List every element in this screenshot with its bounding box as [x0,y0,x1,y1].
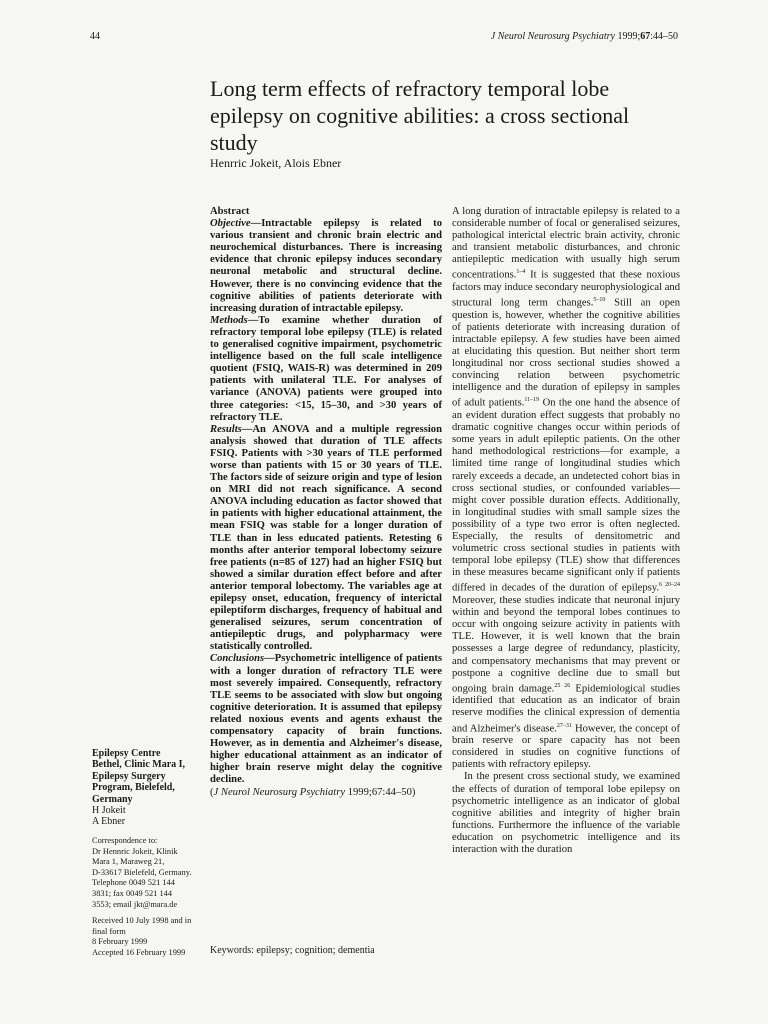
results-label: Results [210,423,242,435]
body-text: A long duration of intractable epilepsy is related to a considerable number of focal or generalised seizures, pathological interictal electric brain activity, chronic and transient metabolic disturbances, and chronic antiepileptic medication with usually high serum concentrations. [452,206,680,281]
body-paragraph: In the present cross sectional study, we examined the effects of duration of temporal lobe epilepsy on psychometric intelligence as an indicator of global cognitive abilities and integrity of higher brain functions. Furthermore the influence of the variable education on psychometric intelligence and its interaction with the duration [452,771,680,855]
abstract-methods [210,315,442,424]
affiliation-author: A Ebner [92,816,126,828]
reference: 5–10 [593,297,606,304]
authors: Henrric Jokeit, Alois Ebner [210,156,342,170]
abstract [210,206,442,799]
objective-label: Objective [210,218,251,230]
conclusions-text: —Psychometric intelligence of patients with a longer duration of refractory TLE were most severely impaired. Consequently, refractory TLE seems to be associated with slow but ongoing cognitive deterioration. It is assumed that epilepsy related noxious events and agents exhaust the compensatory capacity of brain functions. However, as in dementia and Alzheimer's disease, higher educational attainment as an indicator of higher brain reserve might delay the cognitive decline. [210,653,442,786]
abstract-results [210,424,442,654]
received-line: final form [92,926,126,936]
citation-journal: J Neurol Neurosurg Psychiatry [213,786,346,798]
received-line: Received 10 July 1998 and in [92,916,192,925]
correspondence-line: Mara 1, Maraweg 21, [92,857,165,867]
affiliation [92,748,204,828]
citation-rest: 1999;67:44–50) [345,786,416,798]
affiliation-line: Bethel, Clinic Mara I, [92,759,186,771]
abstract-objective [210,218,442,315]
journal-name: J Neurol Neurosurg Psychiatry [490,31,615,42]
body-paragraph [452,206,680,771]
page-number: 44 [90,31,100,42]
correspondence-line: Telephone 0049 521 144 [92,878,175,888]
affiliation-line: Epilepsy Surgery [92,770,166,782]
article-title: Long term effects of refractory temporal lobe epilepsy on cognitive abilities: a cross sectional study [210,75,630,155]
journal-volume: 67 [640,31,651,42]
main-text [452,206,680,856]
received-line: 8 February 1999 [92,937,148,947]
correspondence [92,836,204,910]
affiliation-line: Germany [92,793,133,805]
body-text: Epidemiological studies identified that education as an indicator of brain reserve modifies the clinical expression of dementia and Alzheimer's disease. [452,683,680,735]
body-text: It is suggested that these noxious factors may induce secondary neurophysiological and structural long term changes. [452,270,680,309]
affiliation-author: H Jokeit [92,805,126,817]
correspondence-line: Correspondence to: [92,836,158,845]
correspondence-line: 3831; fax 0049 521 144 [92,888,173,898]
correspondence-line: Dr Hennric Jokeit, Klinik [92,846,178,856]
body-text: Moreover, these studies indicate that neuronal injury within and beyond the temporal lobes continues to occur with ongoing seizure activity in patients with TLE. However, it is well known that the brain possesses a large degree of redundancy, plasticity, and compensatory mechanisms that may prevent or postpone a cognitive decline due to small but ongoing brain damage. [452,595,680,695]
correspondence-line: D-33617 Bielefeld, Germany. [92,867,192,877]
objective-text: —Intractable epilepsy is related to various transient and chronic brain electric and neurochemical disturbances. There is increasing evidence that chronic epilepsy induces secondary neuronal metabolic and structural decline. However, there is no convincing evidence that the cognitive abilities of patients deteriorate with increasing duration of intractable epilepsy. [210,218,442,314]
keywords: Keywords: epilepsy; cognition; dementia [210,945,375,956]
methods-label: Methods [210,314,248,326]
journal-header [491,31,678,42]
body-text: However, the concept of brain reserve or spare capacity has not been considered in studies on cognitive functions of patients with refractory epilepsy. [452,723,680,771]
reference: 27–31 [556,722,572,729]
abstract-citation: (J Neurol Neurosurg Psychiatry 1999;67:44–50) [210,786,416,798]
journal-year: 1999; [614,31,641,42]
affiliation-line: Program, Bielefeld, [92,782,175,794]
reference: 25 26 [554,682,571,689]
received-line: Accepted 16 February 1999 [92,947,186,957]
affiliation-line: Epilepsy Centre [92,748,161,759]
body-text: Still an open question is, however, whether the cognitive abilities of patients deteriorate with increasing duration of intractable epilepsy. A few studies have been aimed at elucidating this question. But neither short term longitudinal nor cross sectional studies showed a convincing relation between psychometric intelligence and the duration of epilepsy in samples of adult patients. [452,297,681,409]
body-text: On the one hand the absence of an evident duration effect suggests that probably no dramatic cognitive changes occur within periods of some years in adult epileptic patients. On the other hand methodological restrictions—for example, a limited time range of longitudinal studies which rarely exceeds a decade, an undetected cohort bias in cross sectional studies, or confounded variables—might cover possible duration effects. Additionally, in longitudinal studies with small sample sizes the possibility of a type two error is often neglected. Especially, the results of densitometric and volumetric cross sectional studies in patients with temporal lobe epilepsy (TLE) show that differences in these measures became significant only if patients differed in decades of the duration of epilepsy. [452,398,681,594]
reference: 11–19 [524,397,540,404]
journal-pages: :44–50 [650,31,678,42]
correspondence-line: 3553; email jkt@mara.de [92,899,178,909]
results-text: —An ANOVA and a multiple regression analysis showed that duration of TLE affects FSIQ. Patients with >30 years of TLE performed worse than patients with 15 or 30 years of TLE. The factors side of seizure origin and type of lesion on MRI did not reach significance. A second ANOVA including education as factor showed that in patients with higher educational attainment, the mean FSIQ was stable for a longer duration of TLE than in less educated patients. Retesting 6 months after anterior temporal lobectomy seizure free patients (n=85 of 127) had an higher FSIQ but showed a similar duration effect before and after anterior temporal lobectomy. The variables age at epilepsy onset, education, frequency of interictal epileptiform discharges, frequency of habitual and generalised seizures, serum concentration of antiepileptic drugs, and polypharmacy were statistically controlled. [210,423,442,653]
abstract-conclusions [210,653,442,786]
reference: 6 20–24 [659,582,681,589]
conclusions-label: Conclusions [210,653,265,665]
methods-text: —To examine whether duration of refractory temporal lobe epilepsy (TLE) is related to generalised cognitive impairment, psychometric intelligence based on the full scale intelligence quotient (FSIQ, WAIS-R) was determined in 209 patients with unilateral TLE. For analyses of variance (ANOVA) patients were grouped into three categories: <15, 15–30, and >30 years of refractory TLE. [210,314,442,423]
reference: 1–4 [516,269,526,276]
abstract-heading: Abstract [210,206,250,217]
received-dates [92,916,204,958]
